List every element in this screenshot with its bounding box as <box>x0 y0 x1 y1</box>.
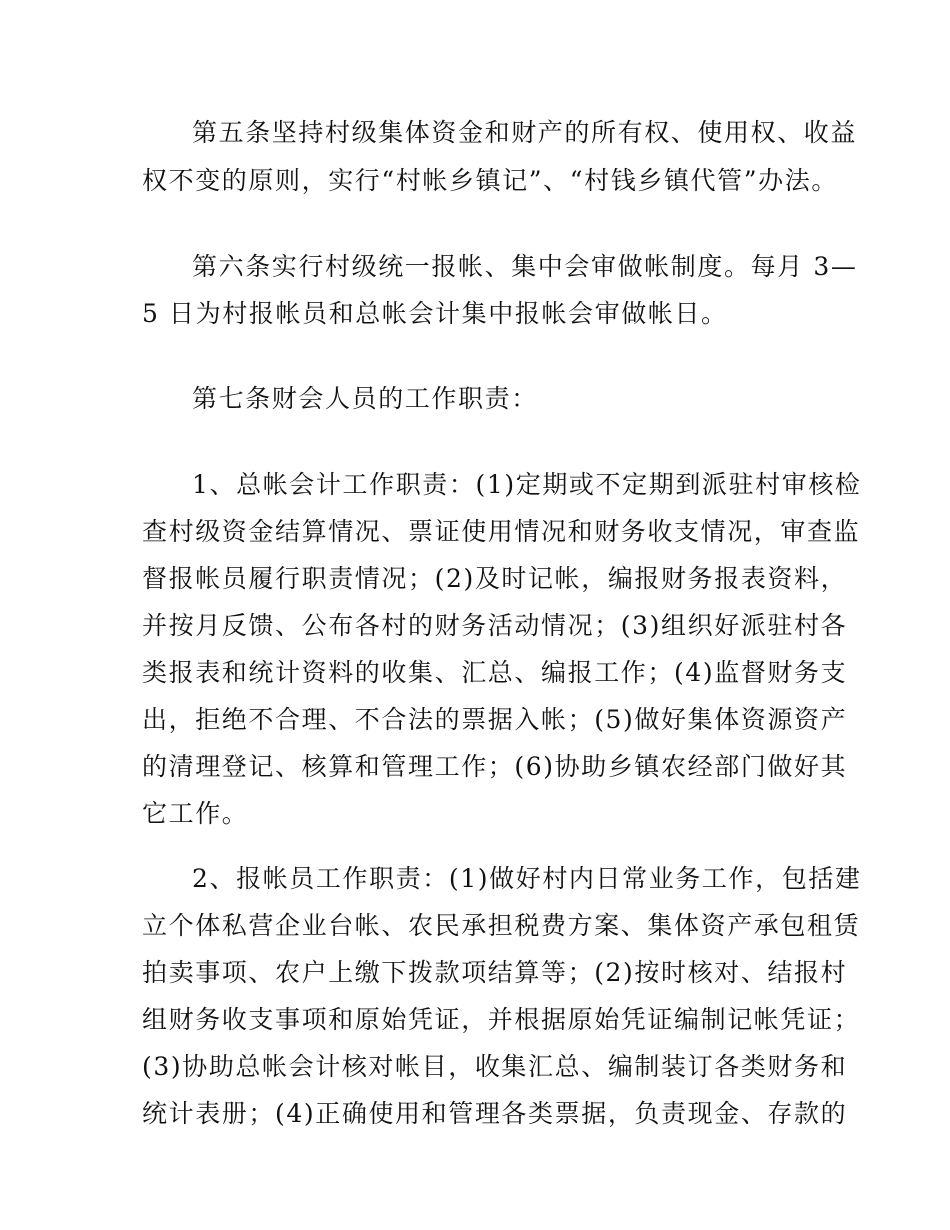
article5-line1: 第五条坚持村级集体资金和财产的所有权、使用权、收益 <box>192 118 858 147</box>
article5-line2: 权不变的原则，实行“村帐乡镇记”、“村钱乡镇代管”办法。 <box>142 166 838 195</box>
article6-line1: 第六条实行村级统一报帐、集中会审做帐制度。每月 3— <box>192 252 858 281</box>
item1-line8: 它工作。 <box>142 799 249 828</box>
item1-line2: 查村级资金结算情况、票证使用情况和财务收支情况，审查监 <box>142 517 861 546</box>
article7-line1: 第七条财会人员的工作职责： <box>192 384 538 413</box>
item1-line5: 类报表和统计资料的收集、汇总、编报工作；(4)监督财务支 <box>142 658 848 687</box>
item2-line4: 组财务收支事项和原始凭证，并根据原始凭证编制记帐凭证； <box>142 1005 861 1034</box>
item2-line5: (3)协助总帐会计核对帐目，收集汇总、编制装订各类财务和 <box>142 1052 848 1081</box>
article6-line2: 5 日为村报帐员和总帐会计集中报帐会审做帐日。 <box>142 299 728 328</box>
item2-line3: 拍卖事项、农户上缴下拨款项结算等；(2)按时核对、结报村 <box>142 958 848 987</box>
item2-line1: 2、报帐员工作职责：(1)做好村内日常业务工作，包括建 <box>192 864 862 893</box>
item1-line3: 督报帐员履行职责情况；(2)及时记帐，编报财务报表资料， <box>142 564 848 593</box>
item1-line1: 1、总帐会计工作职责：(1)定期或不定期到派驻村审核检 <box>192 470 862 499</box>
item1-line6: 出，拒绝不合理、不合法的票据入帐；(5)做好集体资源资产 <box>142 705 848 734</box>
item1-line7: 的清理登记、核算和管理工作；(6)协助乡镇农经部门做好其 <box>142 752 848 781</box>
item2-line2: 立个体私营企业台帐、农民承担税费方案、集体资产承包租赁 <box>142 911 861 940</box>
item2-line6: 统计表册；(4)正确使用和管理各类票据，负责现金、存款的 <box>142 1099 848 1128</box>
item1-line4: 并按月反馈、公布各村的财务活动情况；(3)组织好派驻村各 <box>142 611 848 640</box>
